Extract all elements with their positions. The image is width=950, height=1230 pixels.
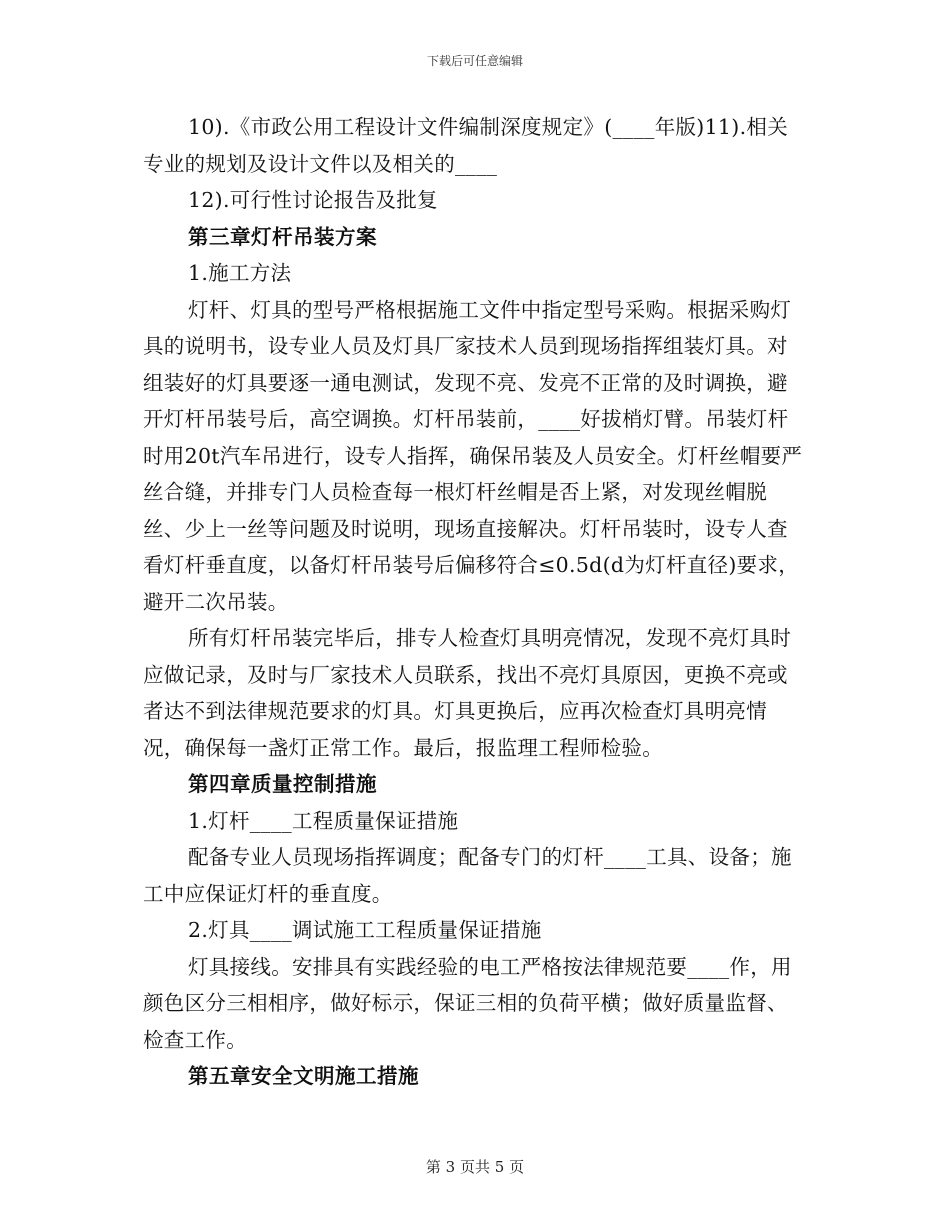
chapter-5-heading: 第五章安全文明施工措施 bbox=[188, 1064, 419, 1088]
section-4-2-heading: 2.灯具____调试施工工程质量保证措施 bbox=[188, 918, 542, 942]
paragraph-lamp-wiring: 灯具接线。安排具有实践经验的电工严格按法律规范要____作，用颜色区分三相相序，做好标示，保证三相的负荷平横；做好质量监督、检查工作。 bbox=[143, 954, 792, 1052]
page-header: 下载后可任意编辑 bbox=[426, 54, 523, 68]
chapter-4-heading: 第四章质量控制措施 bbox=[188, 772, 377, 796]
section-3-1-heading: 1.施工方法 bbox=[188, 261, 292, 285]
section-4-1-heading: 1.灯杆____工程质量保证措施 bbox=[188, 808, 459, 833]
paragraph-construction-method: 灯杆、灯具的型号严格根据施工文件中指定型号采购。根据采购灯具的说明书，设专业人员及灯具厂家技术人员到现场指挥组装灯具。对组装好的灯具要逐一通电测试，发现不亮、发亮不正常的及时调换，避开灯杆吊装号后，高空调换。灯杆吊装前，____好拔梢灯臂。吊装灯杆时用20t汽车吊进行，设专人指挥，确保吊装及人员安全。灯杆丝帽要严丝合缝，并排专门人员检查每一根灯杆丝帽是否上紧，对发现丝帽脱丝、少上一丝等问题及时说明，现场直接解决。灯杆吊装时，设专人查看灯杆垂直度，以备灯杆吊装号后偏移符合≤0.5d(d为灯杆直径)要求，避开二次吊装。 bbox=[143, 297, 803, 614]
chapter-3-heading: 第三章灯杆吊装方案 bbox=[188, 224, 377, 249]
paragraph-pole-quality: 配备专业人员现场指挥调度；配备专门的灯杆____工具、设备；施工中应保证灯杆的垂直度。 bbox=[143, 845, 792, 906]
page-footer: 第 3 页共 5 页 bbox=[425, 1158, 525, 1176]
paragraph-references: 10).《市政公用工程设计文件编制深度规定》(____年版)11).相关专业的规划及设计文件以及相关的____ bbox=[143, 115, 788, 176]
document-body bbox=[143, 109, 803, 1095]
paragraph-lamp-inspection: 所有灯杆吊装完毕后，排专人检查灯具明亮情况，发现不亮灯具时应做记录，及时与厂家技术人员联系，找出不亮灯具原因，更换不亮或者达不到法律规范要求的灯具。灯具更换后，应再次检查灯具明亮情况，确保每一盏灯正常工作。最后，报监理工程师检验。 bbox=[143, 626, 792, 760]
paragraph-reference-12: 12).可行性讨论报告及批复 bbox=[188, 188, 438, 212]
